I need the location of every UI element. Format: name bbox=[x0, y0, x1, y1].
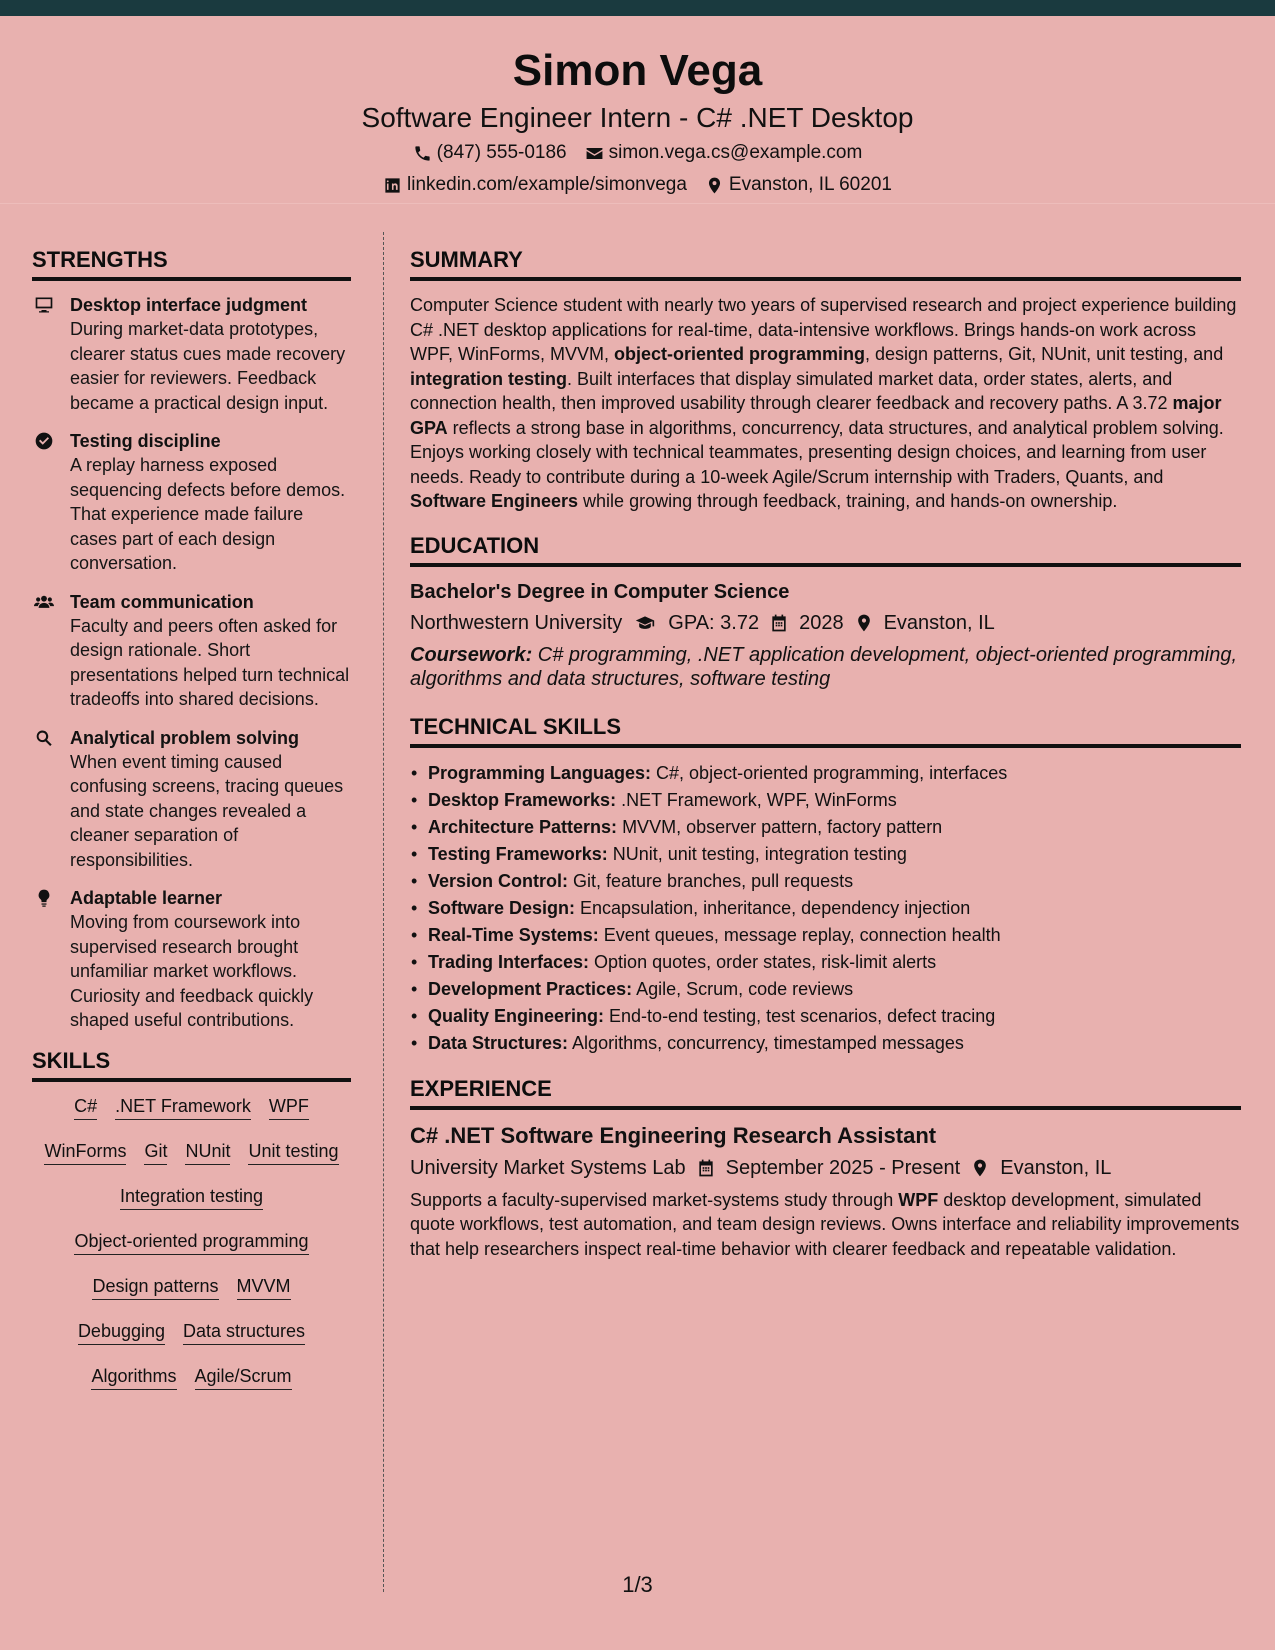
technical-skill-value: C#, object-oriented programming, interfaces bbox=[651, 762, 1008, 783]
text-run: , design patterns, Git, NUnit, unit testing, and bbox=[865, 344, 1224, 364]
contact-line-2 bbox=[0, 173, 1275, 197]
technical-skill-value: Option quotes, order states, risk-limit alerts bbox=[589, 951, 937, 972]
technical-skill-item bbox=[410, 1003, 1241, 1030]
school-location: Evanston, IL bbox=[883, 611, 995, 634]
text-run: desktop development, simulated quote workflows, test automation, and team design reviews. Owns interface and reliability improvements that help researchers inspect real-time behavior with clearer feedback and repeatable validation. bbox=[410, 1189, 1240, 1259]
skill-row bbox=[32, 1364, 351, 1409]
technical-skill-label: Desktop Frameworks: bbox=[428, 789, 617, 810]
job-dates: September 2025 - Present bbox=[725, 1156, 961, 1179]
location-text: Evanston, IL 60201 bbox=[728, 174, 892, 195]
linkedin-contact[interactable] bbox=[383, 173, 687, 197]
strengths-heading: STRENGTHS bbox=[32, 246, 351, 281]
skill-chip: NUnit bbox=[185, 1139, 230, 1165]
strength-title: Testing discipline bbox=[70, 431, 221, 451]
text-run: major GPA bbox=[410, 393, 1222, 438]
technical-skills-heading: TECHNICAL SKILLS bbox=[410, 713, 1241, 748]
job-description bbox=[410, 1188, 1241, 1262]
technical-skill-item bbox=[410, 949, 1241, 976]
skill-chip: WinForms bbox=[44, 1139, 126, 1165]
technical-skill-value: MVVM, observer pattern, factory pattern bbox=[617, 816, 943, 837]
technical-skill-value: Encapsulation, inheritance, dependency injection bbox=[575, 897, 971, 918]
search-icon bbox=[34, 728, 54, 748]
technical-skill-label: Version Control: bbox=[428, 870, 569, 891]
graduation-cap-icon bbox=[632, 613, 658, 633]
technical-skill-label: Quality Engineering: bbox=[428, 1005, 605, 1026]
page-number: 1/3 bbox=[622, 1572, 653, 1597]
skill-chip: WPF bbox=[269, 1094, 309, 1120]
skill-row bbox=[32, 1319, 351, 1364]
lightbulb-icon bbox=[34, 888, 54, 908]
skill-row bbox=[32, 1184, 351, 1229]
technical-skill-value: Git, feature branches, pull requests bbox=[568, 870, 854, 891]
technical-skill-label: Programming Languages: bbox=[428, 762, 652, 783]
top-accent-bar bbox=[0, 0, 1275, 16]
strength-item bbox=[32, 726, 351, 873]
text-run: Computer Science student with nearly two years of supervised research and project experience building C# .NET desktop applications for real-time, data-intensive workflows. Brings hands-on work across WPF, WinForms, MVVM, bbox=[410, 295, 1237, 364]
phone-icon bbox=[413, 144, 432, 163]
skill-chip: Agile/Scrum bbox=[195, 1364, 292, 1390]
resume-header bbox=[0, 16, 1275, 204]
gpa-text: GPA: 3.72 bbox=[668, 611, 760, 634]
strength-item bbox=[32, 293, 351, 415]
skill-chip: MVVM bbox=[237, 1274, 291, 1300]
skill-chip: Git bbox=[144, 1139, 167, 1165]
candidate-name: Simon Vega bbox=[512, 46, 763, 95]
technical-skill-item bbox=[410, 1030, 1241, 1057]
map-pin-icon bbox=[970, 1158, 990, 1178]
skill-chip: Data structures bbox=[183, 1319, 305, 1345]
text-run: integration testing bbox=[410, 368, 567, 389]
job-meta bbox=[410, 1154, 1241, 1182]
skill-chip: Debugging bbox=[78, 1319, 165, 1345]
email-text[interactable]: simon.vega.cs@example.com bbox=[608, 142, 863, 163]
technical-skill-label: Trading Interfaces: bbox=[428, 951, 590, 972]
school-name: Northwestern University bbox=[410, 611, 623, 634]
skills-heading: SKILLS bbox=[32, 1047, 351, 1082]
skill-chip: Integration testing bbox=[120, 1184, 263, 1210]
check-circle-icon bbox=[34, 431, 54, 451]
text-run: object-oriented programming bbox=[614, 344, 866, 364]
strength-item bbox=[32, 429, 351, 576]
coursework bbox=[410, 643, 1241, 691]
strength-desc: During market-data prototypes, clearer status cues made recovery easier for reviewers. Feedback became a practical design input. bbox=[70, 319, 346, 413]
map-pin-icon bbox=[854, 613, 874, 633]
strength-desc: Moving from coursework into supervised research brought unfamiliar market workflows. Curiosity and feedback quickly shaped useful contributions. bbox=[70, 912, 314, 1030]
phone-contact bbox=[413, 141, 567, 165]
phone-text: (847) 555-0186 bbox=[436, 142, 567, 163]
column-divider bbox=[383, 232, 384, 1592]
skill-row bbox=[32, 1094, 351, 1139]
technical-skill-item bbox=[410, 868, 1241, 895]
skill-row bbox=[32, 1139, 351, 1184]
skill-row bbox=[32, 1274, 351, 1319]
skill-chip: C# bbox=[74, 1094, 97, 1120]
technical-skill-item bbox=[410, 814, 1241, 841]
technical-skill-value: NUnit, unit testing, integration testing bbox=[607, 843, 907, 864]
technical-skill-label: Testing Frameworks: bbox=[428, 843, 608, 864]
text-run: WPF bbox=[898, 1189, 939, 1210]
contact-line-1 bbox=[0, 141, 1275, 165]
coursework-text: C# programming, .NET application development, object-oriented programming, algorithms and data structures, software testing bbox=[410, 643, 1238, 690]
text-run: reflects a strong base in algorithms, concurrency, data structures, and analytical problem solving. Enjoys working closely with technical teammates, presenting design choices, and learning from user needs. Ready to contribute during a 10-week Agile/Scrum internship with Traders, Quants, and bbox=[410, 417, 1224, 487]
technical-skill-value: End-to-end testing, test scenarios, defect tracing bbox=[604, 1005, 996, 1026]
skill-chip: Algorithms bbox=[91, 1364, 176, 1390]
text-run: while growing through feedback, training, and hands-on ownership. bbox=[578, 491, 1118, 511]
summary-heading: SUMMARY bbox=[410, 246, 1241, 281]
left-column bbox=[32, 246, 351, 1409]
text-run: Supports a faculty-supervised market-systems study through bbox=[410, 1189, 899, 1210]
location-contact bbox=[705, 173, 892, 197]
skill-chip: Unit testing bbox=[248, 1139, 338, 1165]
technical-skill-value: Event queues, message replay, connection health bbox=[598, 924, 1001, 945]
job-location: Evanston, IL bbox=[1000, 1156, 1112, 1179]
strength-title: Adaptable learner bbox=[70, 888, 223, 908]
calendar-icon bbox=[769, 613, 789, 633]
technical-skills-list bbox=[410, 760, 1241, 1057]
technical-skill-label: Architecture Patterns: bbox=[428, 816, 618, 837]
education-heading: EDUCATION bbox=[410, 532, 1241, 567]
technical-skill-item bbox=[410, 787, 1241, 814]
education-meta bbox=[410, 609, 1241, 637]
strength-item bbox=[32, 886, 351, 1033]
technical-skill-label: Data Structures: bbox=[428, 1032, 569, 1053]
text-run: Software Engineers bbox=[410, 491, 579, 511]
technical-skill-label: Real-Time Systems: bbox=[428, 924, 599, 945]
linkedin-icon bbox=[383, 176, 402, 195]
strength-title: Desktop interface judgment bbox=[70, 295, 308, 315]
job-org: University Market Systems Lab bbox=[410, 1156, 686, 1179]
envelope-icon bbox=[585, 144, 604, 163]
calendar-icon bbox=[696, 1158, 716, 1178]
skills-chips bbox=[32, 1094, 351, 1409]
strength-item bbox=[32, 590, 351, 712]
summary-text bbox=[410, 293, 1241, 514]
candidate-role: Software Engineer Intern - C# .NET Desktop bbox=[361, 102, 914, 133]
strength-desc: When event timing caused confusing screens, tracing queues and state changes revealed a cleaner separation of responsibilities. bbox=[70, 751, 344, 870]
strength-desc: Faculty and peers often asked for design rationale. Short presentations helped turn technical tradeoffs into shared decisions. bbox=[70, 615, 350, 709]
strength-title: Team communication bbox=[70, 591, 254, 612]
job-title: C# .NET Software Engineering Research Assistant bbox=[410, 1122, 937, 1148]
skill-chip: Object-oriented programming bbox=[74, 1229, 308, 1255]
technical-skill-item bbox=[410, 895, 1241, 922]
users-icon bbox=[34, 592, 54, 612]
technical-skill-item bbox=[410, 760, 1241, 787]
experience-heading: EXPERIENCE bbox=[410, 1075, 1241, 1110]
skill-row bbox=[32, 1229, 351, 1274]
technical-skill-label: Development Practices: bbox=[428, 978, 633, 999]
grad-year: 2028 bbox=[799, 611, 844, 634]
email-contact[interactable] bbox=[585, 141, 863, 165]
linkedin-text[interactable]: linkedin.com/example/simonvega bbox=[407, 174, 687, 195]
technical-skill-value: Algorithms, concurrency, timestamped messages bbox=[568, 1032, 964, 1053]
text-run: . Built interfaces that display simulated market data, order states, alerts, and connection health, then improved usability through clearer feedback and recovery paths. A 3.72 bbox=[410, 368, 1173, 413]
right-column bbox=[410, 246, 1241, 1261]
strength-desc: A replay harness exposed sequencing defects before demos. That experience made failure cases part of each design conversation. bbox=[70, 455, 346, 573]
degree-title: Bachelor's Degree in Computer Science bbox=[410, 580, 790, 603]
skill-chip: Design patterns bbox=[92, 1274, 218, 1300]
monitor-icon bbox=[34, 295, 54, 315]
technical-skill-item bbox=[410, 976, 1241, 1003]
strength-title: Analytical problem solving bbox=[70, 727, 300, 748]
technical-skill-value: .NET Framework, WPF, WinForms bbox=[616, 789, 897, 810]
technical-skill-item bbox=[410, 841, 1241, 868]
skill-chip: .NET Framework bbox=[115, 1094, 251, 1120]
technical-skill-label: Software Design: bbox=[428, 897, 576, 918]
coursework-label: Coursework: bbox=[410, 643, 533, 666]
map-pin-icon bbox=[705, 176, 724, 195]
technical-skill-value: Agile, Scrum, code reviews bbox=[632, 978, 854, 999]
technical-skill-item bbox=[410, 922, 1241, 949]
